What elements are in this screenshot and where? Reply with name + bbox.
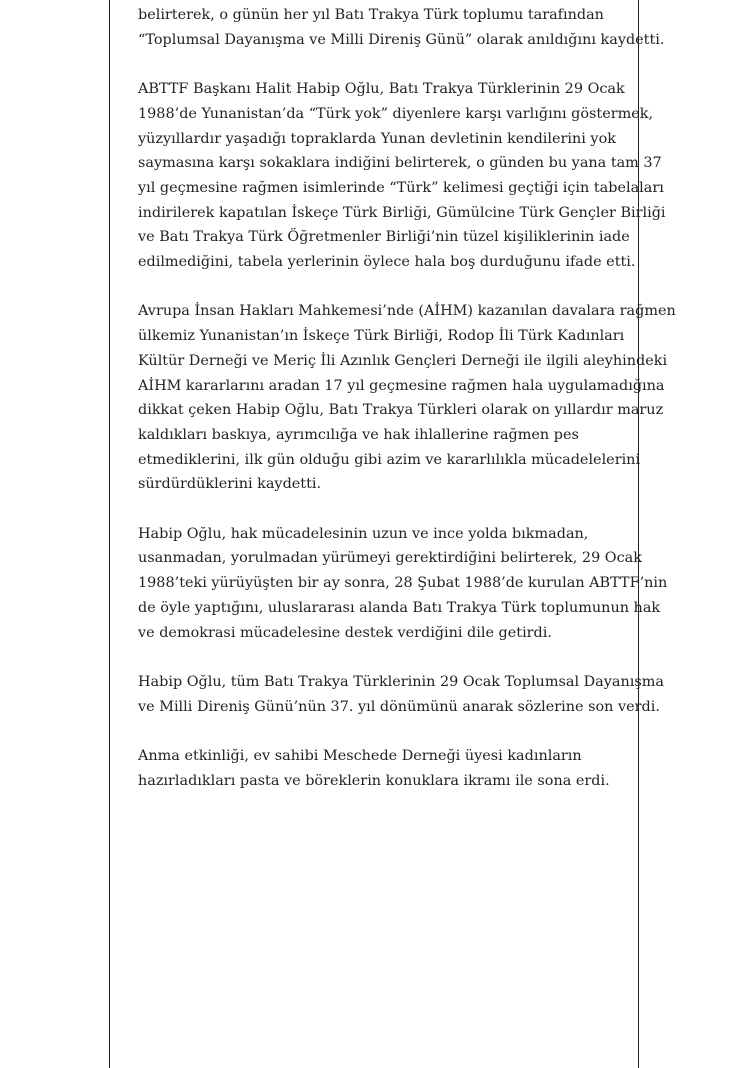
text-line: ve Batı Trakya Türk Öğretmenler Birliği’nin tüzel kişiliklerinin iade: [138, 229, 630, 246]
paragraph-closing-remarks: [138, 670, 664, 719]
paragraph-intro-ending: [138, 3, 665, 52]
text-line: hazırladıkları pasta ve böreklerin konuklara ikramı ile sona erdi.: [138, 772, 610, 789]
text-line: yıl geçmesine rağmen isimlerinde “Türk” kelimesi geçtiği için tabelaları: [138, 179, 664, 196]
article-body: [138, 3, 676, 818]
text-line: Kültür Derneği ve Meriç İli Azınlık Gençleri Derneği ile ilgili aleyhindeki: [138, 352, 668, 369]
text-line: “Toplumsal Dayanışma ve Milli Direniş Günü” olarak anıldığını kaydetti.: [138, 31, 665, 48]
text-line: belirterek, o günün her yıl Batı Trakya Türk toplumu tarafından: [138, 7, 604, 23]
text-line: yüzyıllardır yaşadığı topraklarda Yunan devletinin kendilerini yok: [138, 130, 616, 147]
text-line: Anma etkinliği, ev sahibi Meschede Derneği üyesi kadınların: [138, 748, 582, 765]
text-line: ABTTF Başkanı Halit Habip Oğlu, Batı Trakya Türklerinin 29 Ocak: [138, 81, 625, 98]
text-line: 1988’teki yürüyüşten bir ay sonra, 28 Şubat 1988’de kurulan ABTTF’nin: [138, 575, 668, 592]
text-line: dikkat çeken Habip Oğlu, Batı Trakya Türkleri olarak on yıllardır maruz: [138, 402, 664, 419]
text-line: Habip Oğlu, tüm Batı Trakya Türklerinin 29 Ocak Toplumsal Dayanışma: [138, 673, 664, 690]
text-line: saymasına karşı sokaklara indiğini belirterek, o günden bu yana tam 37: [138, 155, 662, 172]
paragraph-president-statement: [138, 77, 666, 275]
text-line: indirilerek kapatılan İskeçe Türk Birliği, Gümülcine Türk Gençler Birliği: [138, 204, 666, 221]
paragraph-rights-struggle: [138, 522, 668, 646]
text-line: sürdürdüklerini kaydetti.: [138, 476, 322, 493]
paragraph-event-end: [138, 744, 620, 793]
text-line: Avrupa İnsan Hakları Mahkemesi’nde (AİHM) kazanılan davalara rağmen: [138, 303, 676, 320]
text-line: ve demokrasi mücadelesine destek verdiğini dile getirdi.: [138, 624, 552, 641]
text-line: ülkemiz Yunanistan’ın İskeçe Türk Birliği, Rodop İli Türk Kadınları: [138, 328, 625, 345]
text-line: ve Milli Direniş Günü’nün 37. yıl dönümünü anarak sözlerine son verdi.: [138, 698, 660, 715]
text-line: Habip Oğlu, hak mücadelesinin uzun ve ince yolda bıkmadan,: [138, 525, 589, 542]
text-line: usanmadan, yorulmadan yürümeyi gerektirdiğini belirterek, 29 Ocak: [138, 550, 642, 567]
text-line: de öyle yaptığını, uluslararası alanda Batı Trakya Türk toplumunun hak: [138, 599, 661, 616]
paragraph-echr-rulings: [138, 299, 676, 497]
text-line: 1988’de Yunanistan’da “Türk yok” diyenlere karşı varlığını göstermek,: [138, 105, 654, 122]
text-line: edilmediğini, tabela yerlerinin öylece hala boş durduğunu ifade etti.: [138, 254, 636, 271]
text-line: AİHM kararlarını aradan 17 yıl geçmesine rağmen hala uygulamadığına: [138, 377, 665, 394]
text-line: kaldıkları baskıya, ayrımcılığa ve hak ihlallerine rağmen pes: [138, 426, 579, 443]
text-line: etmediklerini, ilk gün olduğu gibi azim ve kararlılıkla mücadelelerini: [138, 451, 641, 468]
